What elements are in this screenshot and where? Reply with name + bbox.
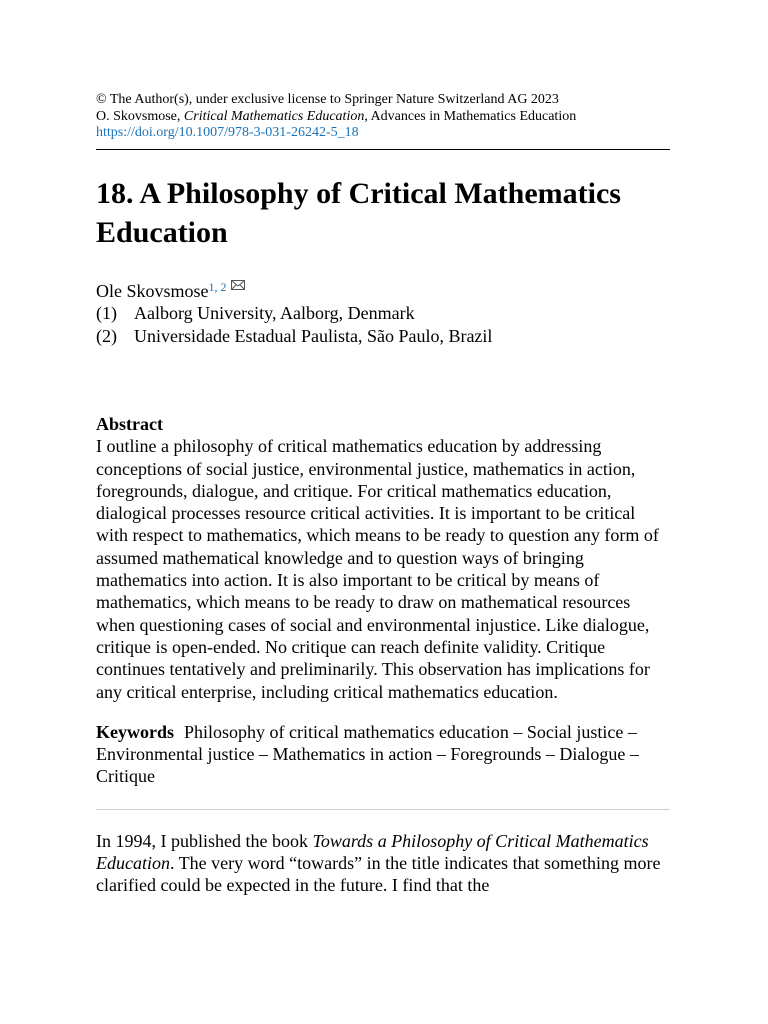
affiliation-text: Aalborg University, Aalborg, Denmark [134, 303, 415, 323]
abstract-heading: Abstract [96, 414, 163, 434]
affiliation-text: Universidade Estadual Paulista, São Paulo, Brazil [134, 325, 493, 346]
citation-book: Critical Mathematics Education [183, 108, 365, 124]
body-paragraph [96, 830, 670, 897]
body-intro-start: In 1994, I published the book [96, 830, 313, 851]
copyright-block [96, 92, 670, 142]
citation-series: , Advances in Mathematics Education [364, 108, 577, 124]
affiliation-refs[interactable]: 1, 2 [208, 279, 227, 294]
doi-link[interactable]: https://doi.org/10.1007/978-3-031-26242-5_18 [96, 125, 359, 140]
affiliation-item [96, 325, 670, 348]
chapter-title: 18. A Philosophy of Critical Mathematics Education [96, 176, 621, 249]
author-name: Ole Skovsmose [96, 280, 209, 301]
citation-line [96, 109, 670, 126]
affiliation-number: (2) [96, 325, 117, 346]
keywords-text: Philosophy of critical mathematics education – Social justice – Environmental justice – Mathematics in action – Foregrounds – Dialogue – Critique [96, 721, 639, 787]
document-page [96, 92, 670, 897]
mail-icon[interactable] [231, 280, 245, 290]
abstract-section [96, 413, 670, 703]
keywords-label: Keywords [96, 721, 174, 742]
section-divider [96, 809, 670, 810]
copyright-line: © The Author(s), under exclusive license to Springer Nature Switzerland AG 2023 [96, 92, 559, 107]
body-intro-rest: . The very word “towards” in the title indicates that something more clarified could be expected in the future. I find that the [96, 853, 661, 896]
author-block [96, 280, 670, 348]
body-book-title: Towards a Philosophy of Critical Mathematics Education [96, 830, 649, 874]
doi-line [96, 125, 670, 142]
author-line [96, 280, 670, 303]
abstract-text: I outline a philosophy of critical mathematics education by addressing conceptions of social justice, environmental justice, mathematics in action, foregrounds, dialogue, and critique. For critical mathematics education, dialogical processes resource critical activities. It is important to be critical with respect to mathematics, which means to be ready to question any form of assumed mathematical knowledge and to question ways of bringing mathematics into action. It is also important to be critical by means of mathematics, which means to be ready to draw on mathematical resources when questioning cases of social and environmental injustice. Like dialogue, critique is open-ended. No critique can reach definite validity. Critique continues tentatively and preliminarily. This observation has implications for any critical enterprise, including critical mathematics education. [96, 436, 659, 702]
affiliation-number: (1) [96, 303, 117, 323]
header-divider [96, 149, 670, 150]
affiliation-item [96, 302, 670, 325]
citation-author: O. Skovsmose, [96, 108, 184, 124]
keywords-section [96, 721, 670, 788]
